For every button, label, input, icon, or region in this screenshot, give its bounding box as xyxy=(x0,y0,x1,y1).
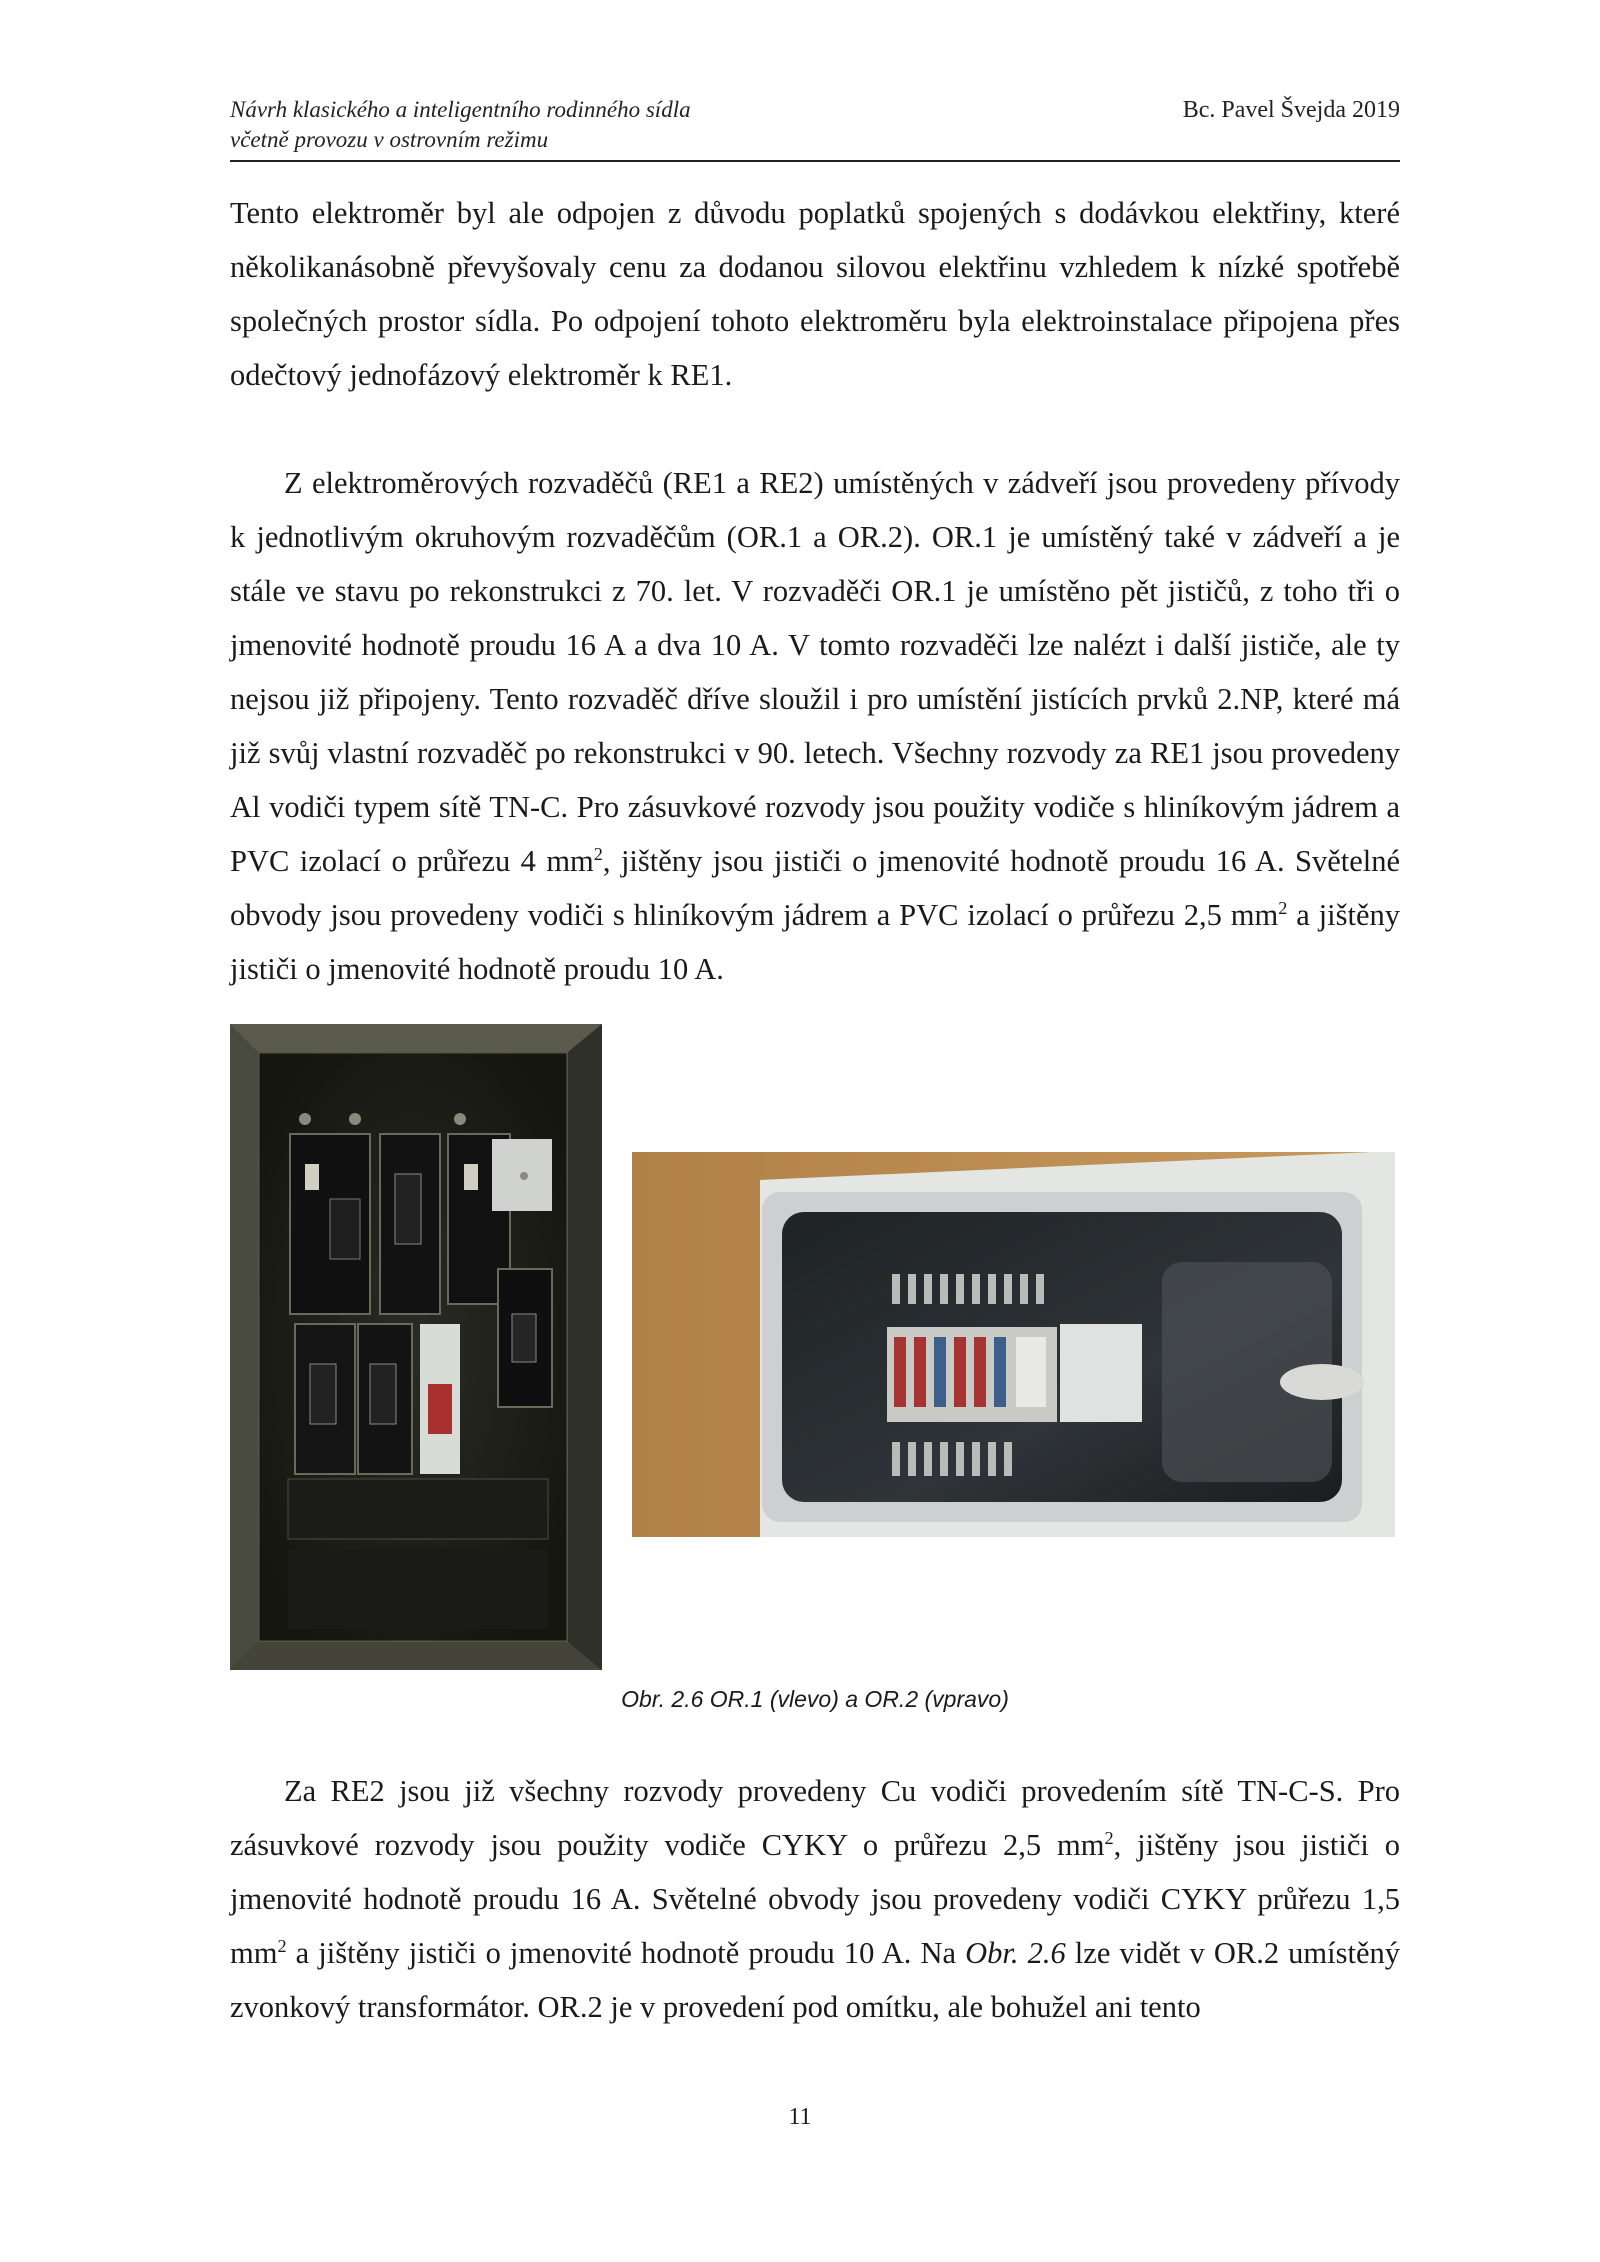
paragraph-3-text-a: Za RE2 jsou již všechny rozvody provedeny Cu vodiči provedením sítě TN-C-S. Pro zásuvkové rozvody jsou použity vodiče CYKY o průřezu 2,5 mm xyxy=(230,1774,1400,1862)
page-number: 11 xyxy=(788,2104,812,2130)
paragraph-2-text-a: Z elektroměrových rozvaděčů (RE1 a RE2) umístěných v zádveří jsou provedeny přívody k jednotlivým okruhovým rozvaděčům (OR.1 a OR.2). OR.1 je umístěný také v zádveří a je stále ve stavu po rekonstrukci z 70. let. V rozvaděči OR.1 je umístěno pět jističů, z toho tři o jmenovité hodnotě proudu 16 A a dva 10 A. V tomto rozvaděči lze nalézt i další jističe, ale ty nejsou již připojeny. Tento rozvaděč dříve sloužil i pro umístění jistících prvků 2.NP, které má již svůj vlastní rozvaděč po rekonstrukci v 90. letech. Všechny rozvody za RE1 jsou provedeny Al vodiči typem sítě TN-C. Pro zásuvkové rozvody jsou použity vodiče s hliníkovým jádrem a PVC izolací o průřezu 4 mm xyxy=(230,466,1400,878)
paragraph-3-text-d: lze vidět v OR.2 umístěný zvonkový transformátor. OR.2 je v provedení pod omítku, ale bohužel ani tento xyxy=(230,1936,1401,2024)
header-rule xyxy=(230,160,1400,162)
photo-or2 xyxy=(632,1152,1395,1537)
header-title-line-1: Návrh klasického a inteligentního rodinného sídla xyxy=(230,97,691,122)
header-author: Bc. Pavel Švejda 2019 xyxy=(1182,97,1400,123)
figure-reference: Obr. 2.6 xyxy=(965,1936,1066,1970)
paragraph-2-text-b: , jištěny jsou jističi o jmenovité hodnotě proudu 16 A. Světelné obvody jsou provedeny vodiči s hliníkovým jádrem a PVC izolací o průřezu 2,5 mm xyxy=(230,844,1401,932)
paragraph-2-text-c: a jištěny jističi o jmenovité hodnotě proudu 10 A. xyxy=(230,898,1400,986)
running-header-title xyxy=(230,95,691,155)
superscript: 2 xyxy=(593,843,603,864)
figure-caption: Obr. 2.6 OR.1 (vlevo) a OR.2 (vpravo) xyxy=(621,1686,1009,1712)
paragraph-1-text: Tento elektroměr byl ale odpojen z důvodu poplatků spojených s dodávkou elektřiny, které několikanásobně převyšovaly cenu za dodanou silovou elektřinu vzhledem k nízké spotřebě společných prostor sídla. Po odpojení tohoto elektroměru byla elektroinstalace připojena přes odečtový jednofázový elektroměr k RE1. xyxy=(230,196,1400,392)
superscript: 2 xyxy=(277,1935,287,1956)
superscript: 2 xyxy=(1104,1827,1114,1848)
paragraph-2 xyxy=(230,456,1400,996)
header-title-line-2: včetně provozu v ostrovním režimu xyxy=(230,127,549,152)
superscript: 2 xyxy=(1278,897,1288,918)
paragraph-3-text-b: , jištěny jsou jističi o jmenovité hodnotě proudu 16 A. Světelné obvody jsou provedeny vodiči CYKY průřezu 1,5 mm xyxy=(230,1828,1400,1970)
paragraph-1 xyxy=(230,186,1400,402)
photo-or1 xyxy=(230,1024,602,1670)
paragraph-3 xyxy=(230,1764,1400,2034)
paragraph-3-text-c: a jištěny jističi o jmenovité hodnotě proudu 10 A. Na xyxy=(286,1936,966,1970)
